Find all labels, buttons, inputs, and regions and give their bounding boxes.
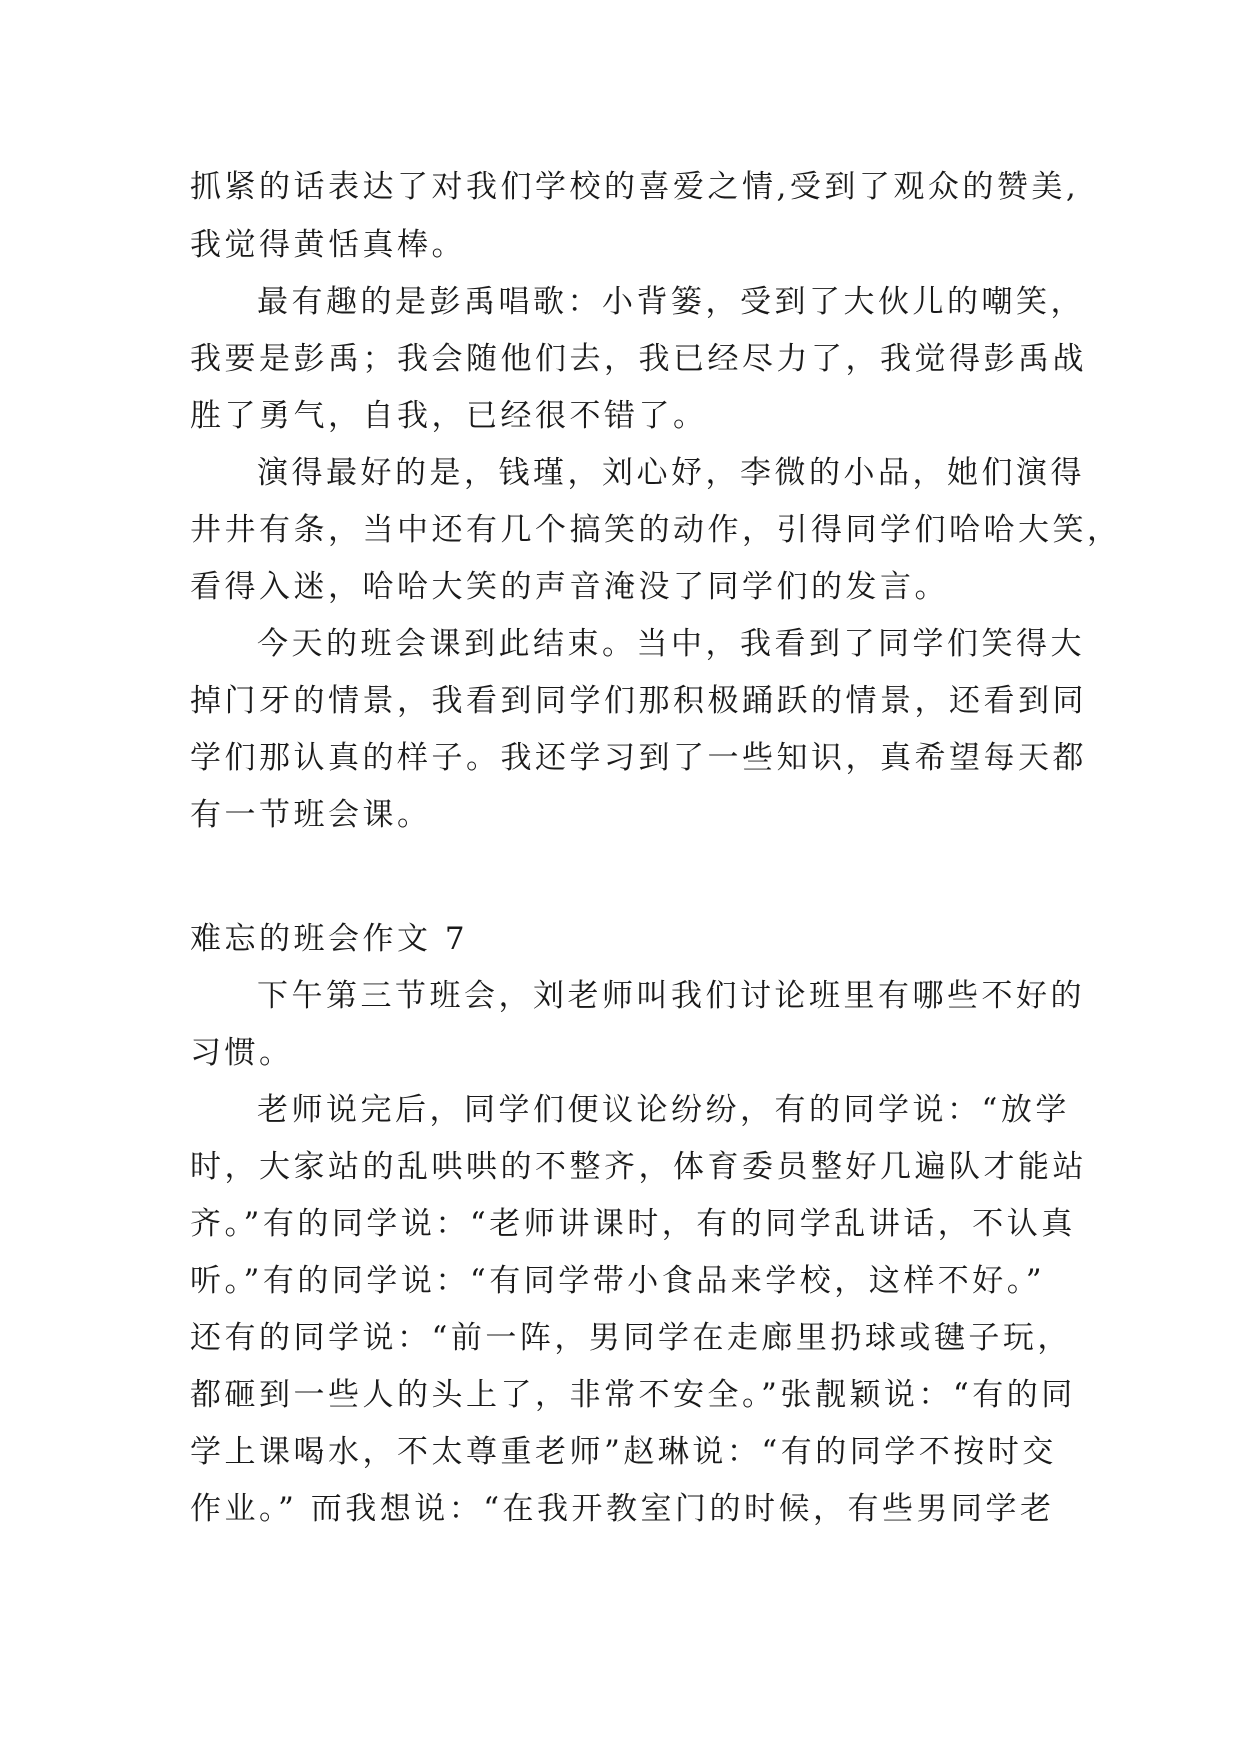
- paragraph-start-line: 今天的班会课到此结束。当中，我看到了同学们笑得大: [257, 626, 1085, 662]
- text-line: 井井有条，当中还有几个搞笑的动作，引得同学们哈哈大笑，: [190, 512, 1122, 548]
- text-line: 作业。” 而我想说：“在我开教室门的时候，有些男同学老: [190, 1491, 1055, 1527]
- text-line: 胜了勇气，自我，已经很不错了。: [190, 398, 708, 434]
- text-line: 都砸到一些人的头上了，非常不安全。”张靓颖说：“有的同: [190, 1377, 1076, 1413]
- text-line: 抓紧的话表达了对我们学校的喜爱之情,受到了观众的赞美,: [190, 169, 1080, 205]
- text-line: 还有的同学说：“前一阵，男同学在走廊里扔球或毽子玩，: [190, 1320, 1072, 1356]
- text-line: 掉门牙的情景，我看到同学们那积极踊跃的情景，还看到同: [190, 683, 1087, 719]
- text-line: 时，大家站的乱哄哄的不整齐，体育委员整好几遍队才能站: [190, 1149, 1087, 1185]
- paragraph-start-line: 老师说完后，同学们便议论纷纷，有的同学说：“放学: [257, 1092, 1070, 1128]
- text-line: 习惯。: [190, 1035, 294, 1071]
- text-line: 学们那认真的样子。我还学习到了一些知识，真希望每天都: [190, 740, 1087, 776]
- paragraph-start-line: 最有趣的是彭禹唱歌：小背篓，受到了大伙儿的嘲笑，: [257, 284, 1085, 320]
- paragraph-start-line: 演得最好的是，钱瑾，刘心妤，李微的小品，她们演得: [257, 455, 1085, 491]
- text-line: 有一节班会课。: [190, 797, 432, 833]
- section-heading: 难忘的班会作文 7: [190, 921, 469, 957]
- text-line: 我要是彭禹；我会随他们去，我已经尽力了，我觉得彭禹战: [190, 341, 1087, 377]
- text-line: 齐。”有的同学说：“老师讲课时，有的同学乱讲话，不认真: [190, 1206, 1076, 1242]
- text-line: 我觉得黄恬真棒。: [190, 227, 466, 263]
- paragraph-start-line: 下午第三节班会，刘老师叫我们讨论班里有哪些不好的: [257, 978, 1085, 1014]
- text-line: 看得入迷，哈哈大笑的声音淹没了同学们的发言。: [190, 569, 949, 605]
- text-line: 学上课喝水，不太尊重老师”赵琳说：“有的同学不按时交: [190, 1434, 1057, 1470]
- text-line: 听。”有的同学说：“有同学带小食品来学校，这样不好。”: [190, 1263, 1046, 1299]
